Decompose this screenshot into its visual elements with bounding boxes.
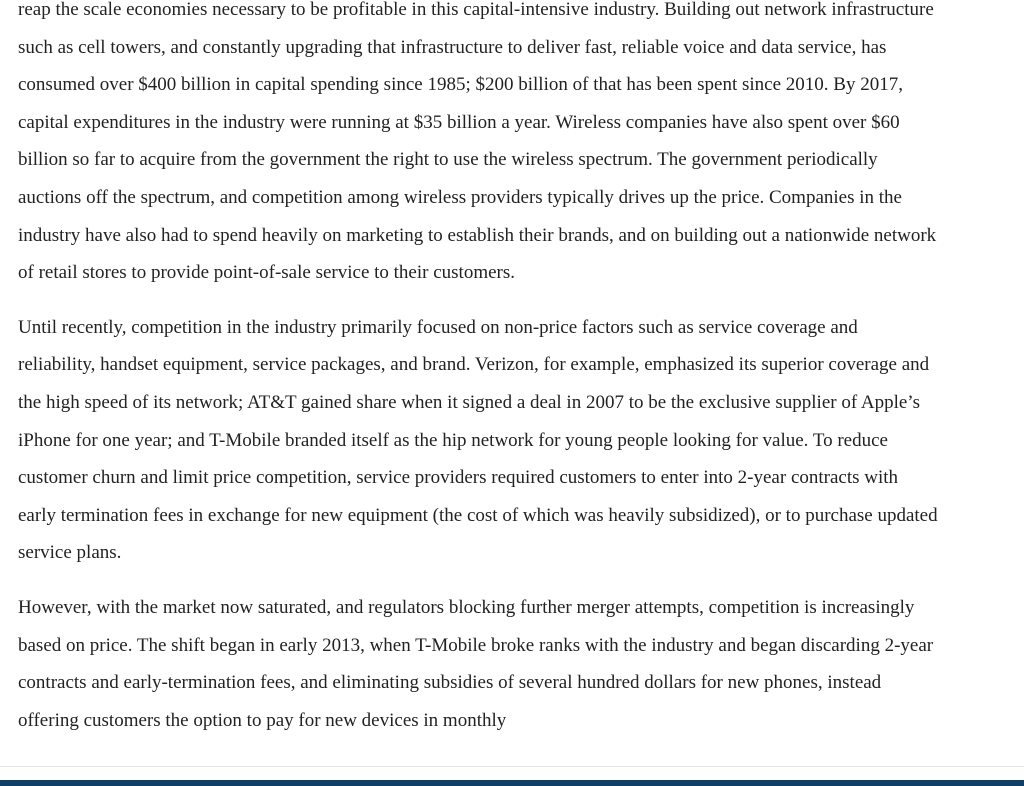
content-cutoff-divider — [0, 766, 1024, 781]
paragraph-3: However, with the market now saturated, and regulators blocking further merger attempts, competition is increasingly based on price. The shift began in early 2013, when T-Mobile broke ranks with the industry and began discarding 2-year contracts and early-termination fees, and eliminating subsidies of several hundred dollars for new phones, instead offering customers the option to pay for new devices in monthly — [18, 596, 934, 731]
article-body — [18, 0, 938, 756]
paragraph-1: reap the scale economies necessary to be profitable in this capital-intensive industry. Building out network infrastructure such as cell towers, and constantly upgrading that infrastructure to deliver fast, reliable voice and data service, has consumed over $400 billion in capital spending since 1985; $200 billion of that has been spent since 2010. By 2017, capital expenditures in the industry were running at $35 billion a year. Wireless companies have also spent over $60 billion so far to acquire from the government the right to use the wireless spectrum. The government periodically auctions off the spectrum, and competition among wireless providers typically drives up the price. Companies in the industry have also had to spend heavily on marketing to establish their brands, and on building out a nationwide network of retail stores to provide point-of-sale service to their customers. — [18, 0, 937, 284]
paragraph-2: Until recently, competition in the industry primarily focused on non-price factors such as service coverage and reliability, handset equipment, service packages, and brand. Verizon, for example, emphasized its superior coverage and the high speed of its network; AT&T gained share when it signed a deal in 2007 to be the exclusive supplier of Apple’s iPhone for one year; and T-Mobile branded itself as the hip network for young people looking for value. To reduce customer churn and limit price competition, service providers required customers to enter into 2-year contracts with early termination fees in exchange for new equipment (the cost of which was heavily subsidized), or to purchase updated service plans. — [18, 316, 938, 564]
bottom-toolbar-bar — [0, 780, 1024, 786]
